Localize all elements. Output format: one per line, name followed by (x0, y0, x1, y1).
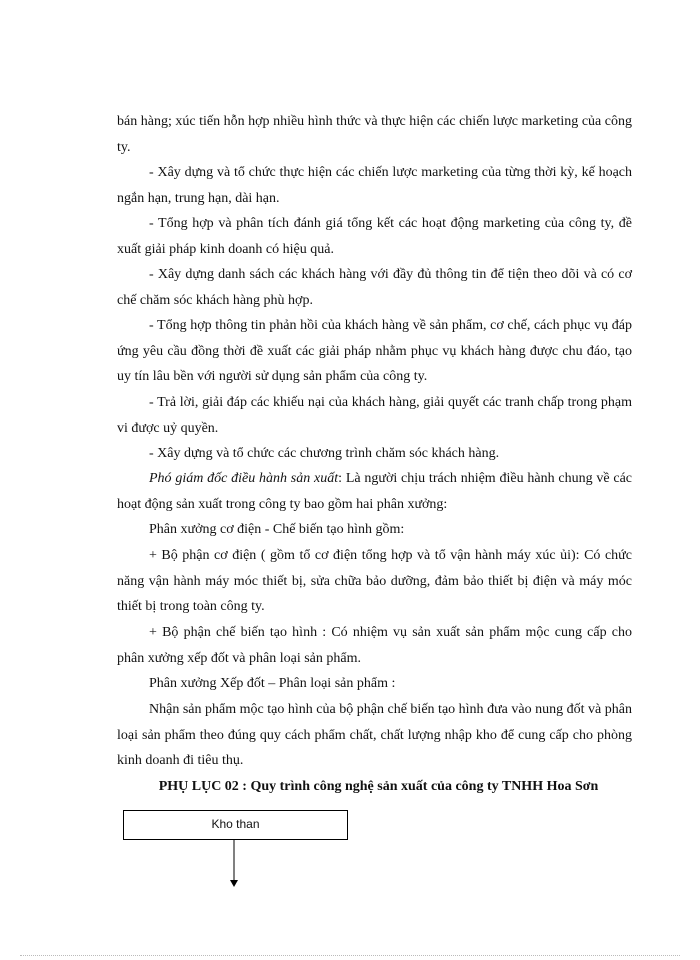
paragraph-customer-list: - Xây dựng danh sách các khách hàng với đầy đủ thông tin để tiện theo dõi và có cơ chế chăm sóc khách hàng phù hợp. (117, 267, 632, 308)
flowchart-down-arrow-icon (224, 840, 244, 888)
paragraph-shaping-dept: + Bộ phận chế biến tạo hình : Có nhiệm vụ sản xuất sản phẩm mộc cung cấp cho phân xưởng xếp đốt và phân loại sản phẩm. (117, 625, 632, 666)
paragraph-marketing-strategy: - Xây dựng và tổ chức thực hiện các chiến lược marketing của từng thời kỳ, kế hoạch ngắn hạn, trung hạn, dài hạn. (117, 165, 632, 206)
appendix-heading: PHỤ LỤC 02 : Quy trình công nghệ sản xuất của công ty TNHH Hoa Sơn (158, 779, 599, 794)
page-bottom-rule (20, 955, 680, 956)
flowchart-step-label: Kho than (211, 817, 260, 831)
paragraph-customer-care: - Xây dựng và tổ chức các chương trình chăm sóc khách hàng. (149, 446, 500, 461)
paragraph-marketing-summary: - Tổng hợp và phân tích đánh giá tổng kết các hoạt động marketing của công ty, đề xuất giải pháp kinh doanh có hiệu quả. (117, 216, 632, 257)
flowchart-step-box (123, 810, 348, 840)
paragraph-production-director (117, 466, 632, 517)
paragraph-firing-description: Nhận sản phẩm mộc tạo hình của bộ phận chế biến tạo hình đưa vào nung đốt và phân loại sản phẩm theo đúng quy cách phẩm chất, chất lượng nhập kho để cung cấp cho phòng kinh doanh đi tiêu thụ. (117, 702, 632, 769)
production-director-title: Phó giám đốc điều hành sản xuất (149, 471, 339, 486)
paragraph-customer-feedback: - Tổng hợp thông tin phản hồi của khách hàng về sản phẩm, cơ chế, cách phục vụ đáp ứng yêu cầu đồng thời đề xuất các giải pháp nhằm phục vụ khách hàng được chu đáo, tạo uy tín lâu bền với người sử dụng sản phẩm của công ty. (117, 318, 632, 385)
production-director-description: : Là người chịu trách nhiệm điều hành chung về các hoạt động sản xuất trong công ty bao gồm hai phân xưởng: (117, 471, 633, 512)
paragraph-mechanical-dept: + Bộ phận cơ điện ( gồm tổ cơ điện tổng hợp và tổ vận hành máy xúc ủi): Có chức năng vận hành máy móc thiết bị, sửa chữa bảo dưỡng, đảm bảo thiết bị điện và máy móc thiết bị trong toàn công ty. (117, 548, 632, 615)
paragraph-sales-promotion: bán hàng; xúc tiến hỗn hợp nhiều hình thức và thực hiện các chiến lược marketing của công ty. (117, 114, 632, 155)
paragraph-complaints: - Trả lời, giải đáp các khiếu nại của khách hàng, giải quyết các tranh chấp trong phạm vi được uỷ quyền. (117, 395, 632, 436)
paragraph-firing-workshop: Phân xưởng Xếp đốt – Phân loại sản phẩm : (149, 676, 396, 691)
paragraph-mechanical-workshop: Phân xưởng cơ điện - Chế biến tạo hình gồm: (149, 522, 405, 537)
